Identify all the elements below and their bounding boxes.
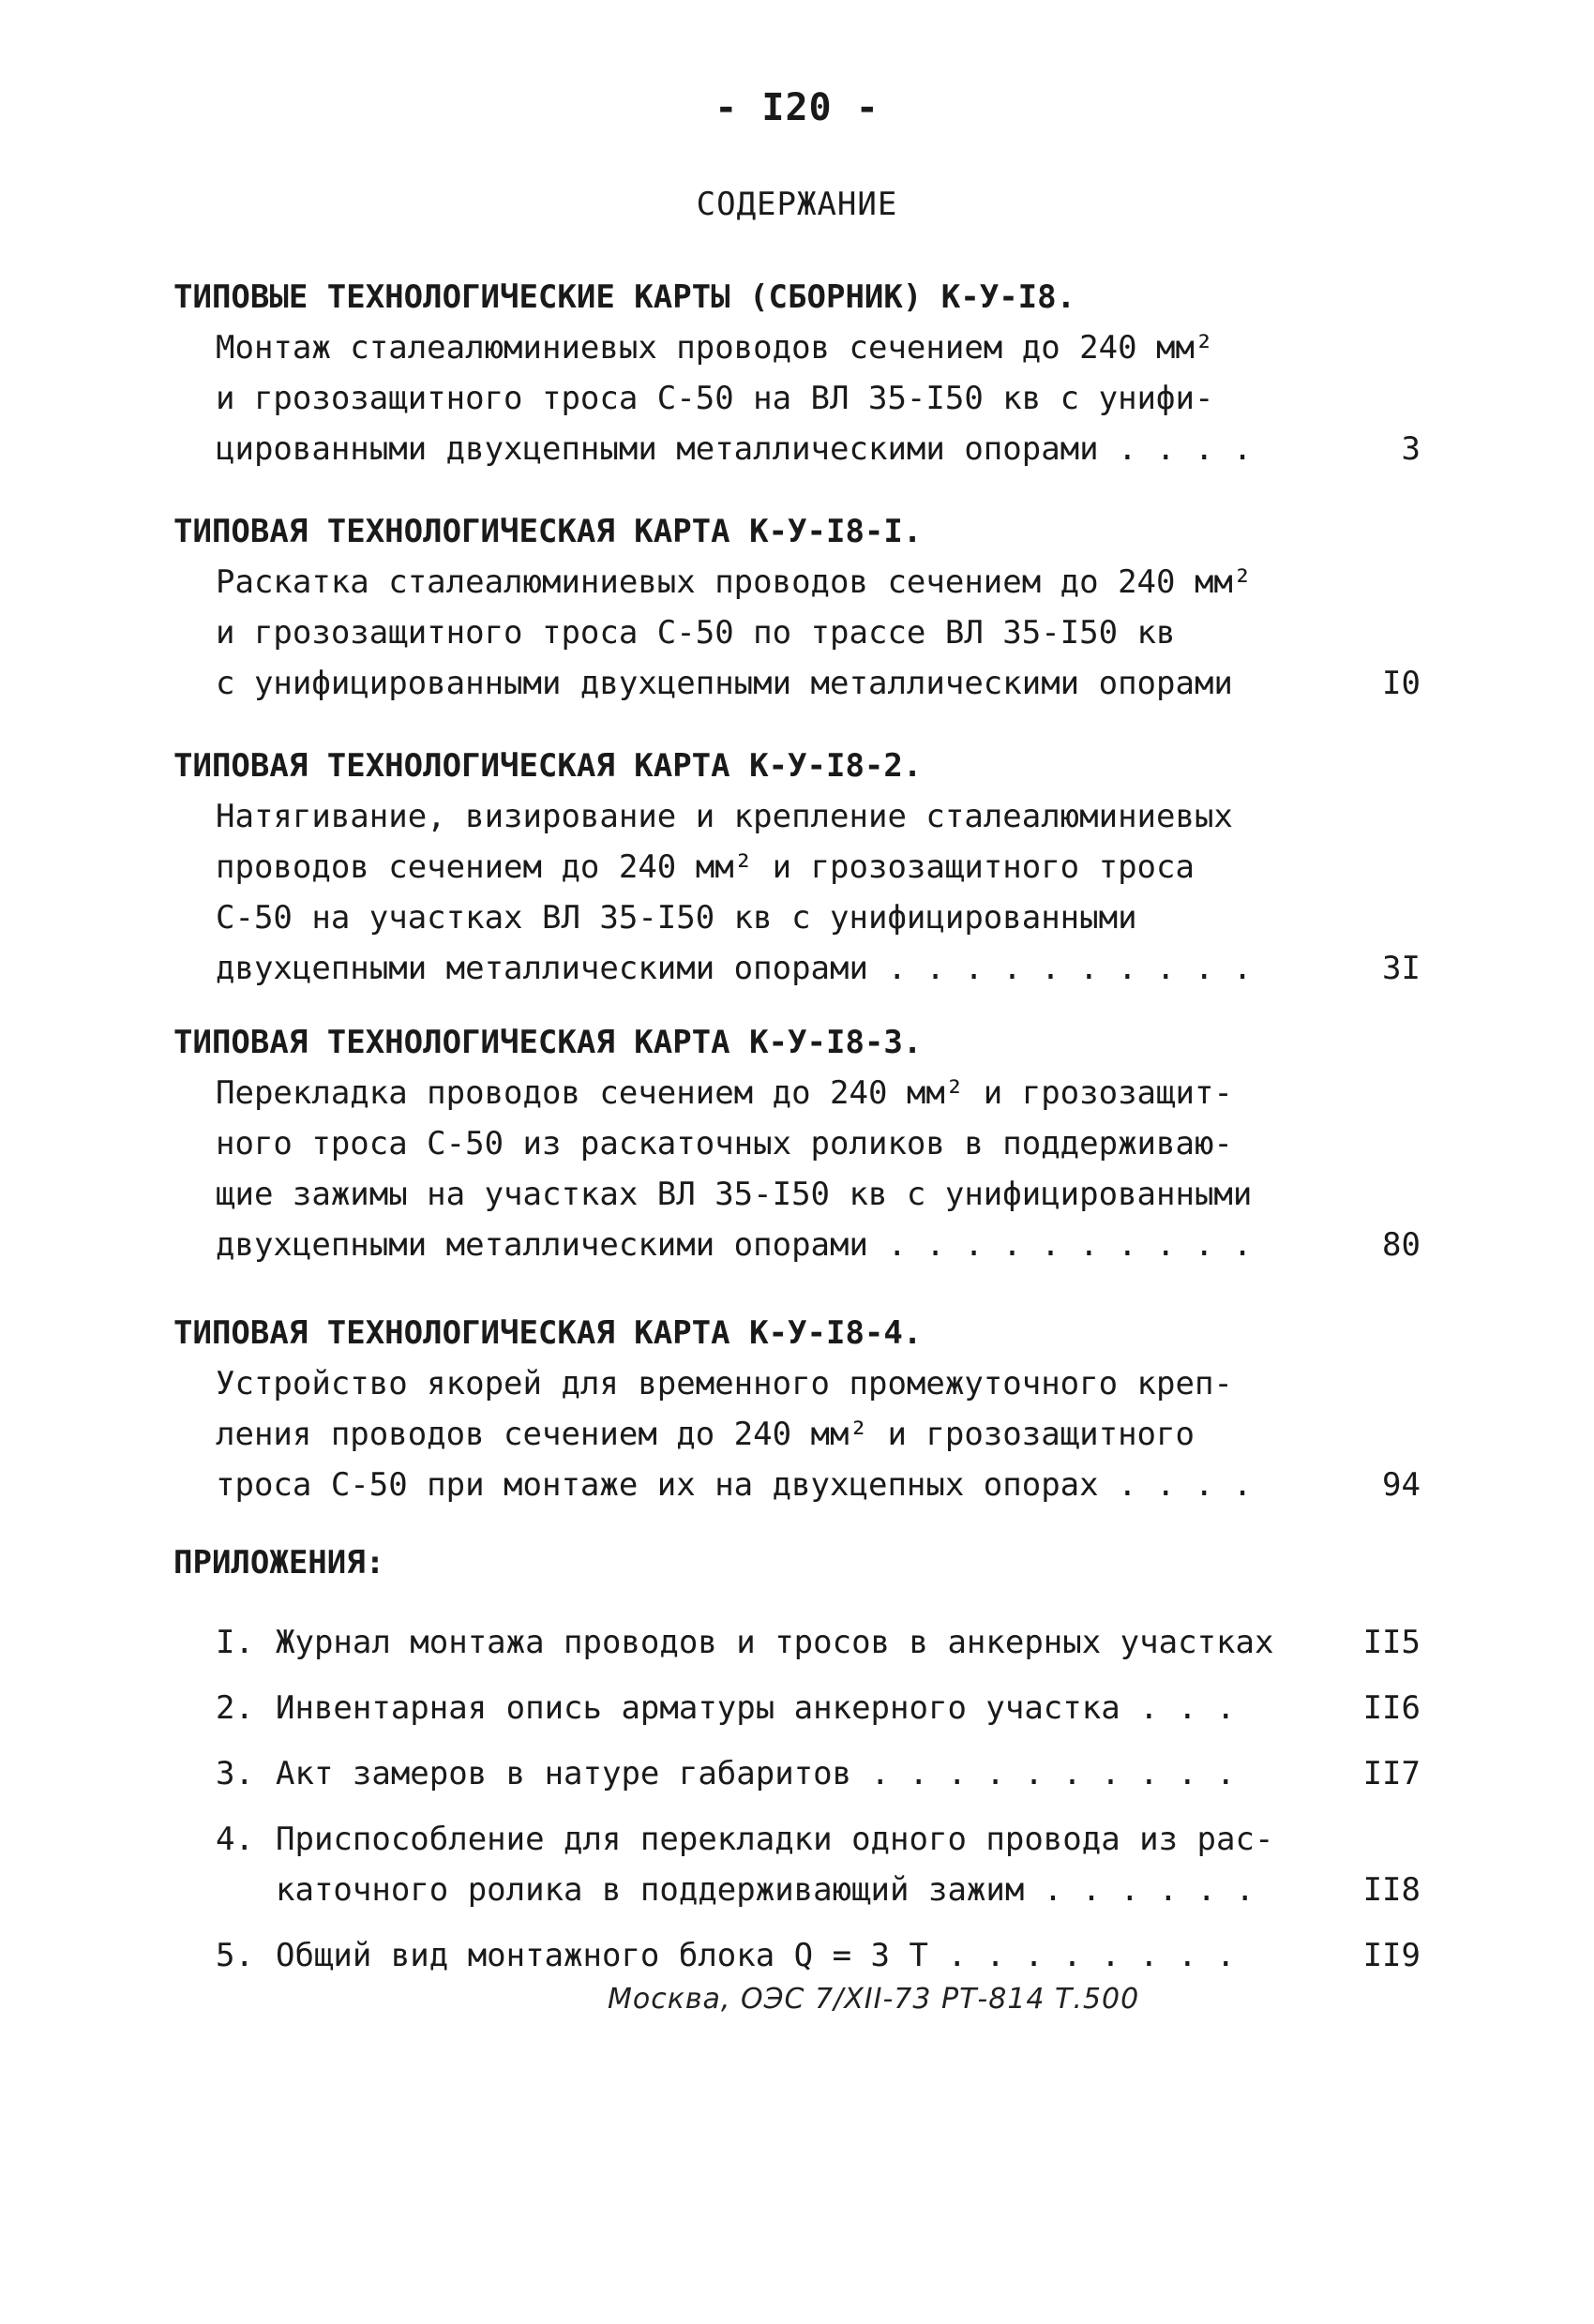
appendix-item-line: каточного ролика в поддерживающий зажим . . . . . . (276, 1871, 1255, 1909)
appendix-item-number: 5. (216, 1937, 254, 1974)
toc-entry-heading: ТИПОВАЯ ТЕХНОЛОГИЧЕСКАЯ КАРТА К-У-I8-4. (173, 1314, 923, 1352)
toc-entry-page: 3 (1401, 430, 1421, 468)
appendix-item (216, 1930, 1421, 1981)
toc-entry-line: щие зажимы на участках ВЛ 35-I50 кв с унифицированными (216, 1176, 1253, 1213)
toc-entry-line: проводов сечением до 240 мм² и грозозащитного троса (216, 848, 1195, 886)
toc-entry-line: и грозозащитного троса С-50 на ВЛ 35-I50 кв с унифи- (216, 380, 1214, 417)
appendix-item (216, 1814, 1421, 1915)
appendix-item-page: II7 (1362, 1755, 1421, 1792)
toc-entry-line: С-50 на участках ВЛ 35-I50 кв с унифицированными (216, 899, 1137, 937)
toc-entry-line: Устройство якорей для временного промежуточного креп- (216, 1365, 1233, 1402)
toc-entry (173, 272, 1421, 474)
toc-entry (173, 1308, 1421, 1510)
appendix-item-line: Журнал монтажа проводов и тросов в анкерных участках (276, 1624, 1274, 1661)
toc-entry-line: ного троса С-50 из раскаточных роликов в поддерживаю- (216, 1125, 1233, 1162)
toc-entry-line: троса С-50 при монтаже их на двухцепных опорах . . . . (216, 1466, 1253, 1504)
toc-entry-line: и грозозащитного троса С-50 по трассе ВЛ 35-I50 кв (216, 614, 1176, 652)
appendix-item-number: 2. (216, 1689, 254, 1727)
appendix-item-page: II8 (1362, 1871, 1421, 1909)
appendix-item-number: I. (216, 1624, 254, 1661)
toc-entry-heading: ТИПОВАЯ ТЕХНОЛОГИЧЕСКАЯ КАРТА К-У-I8-3. (173, 1024, 923, 1061)
appendix-item-line: Инвентарная опись арматуры анкерного участка . . . (276, 1689, 1236, 1727)
appendix-item (216, 1617, 1421, 1668)
toc-entry (173, 1017, 1421, 1270)
page-title: СОДЕРЖАНИЕ (696, 186, 898, 223)
toc-entry-line: Монтаж сталеалюминиевых проводов сечением до 240 мм² (216, 329, 1214, 367)
appendix-item-page: II5 (1362, 1624, 1421, 1661)
appendix-item (216, 1748, 1421, 1799)
toc-entry-page: 80 (1382, 1226, 1421, 1264)
toc-entry-page: I0 (1382, 665, 1421, 702)
appendix-item-line: Акт замеров в натуре габаритов . . . . . . . . . . (276, 1755, 1236, 1792)
toc-entry-page: 94 (1382, 1466, 1421, 1504)
toc-entry-line: двухцепными металлическими опорами . . . . . . . . . . (216, 950, 1253, 987)
page-number: - I20 - (714, 86, 880, 129)
appendix-item-number: 4. (216, 1821, 254, 1858)
appendix-heading: ПРИЛОЖЕНИЯ: (173, 1544, 385, 1582)
toc-entry-page: 3I (1382, 950, 1421, 987)
toc-entry (173, 741, 1421, 994)
toc-entry-line: Натягивание, визирование и крепление сталеалюминиевых (216, 798, 1233, 835)
appendix-item-page: II9 (1362, 1937, 1421, 1974)
toc-entry-heading: ТИПОВЫЕ ТЕХНОЛОГИЧЕСКИЕ КАРТЫ (СБОРНИК) К-У-I8. (173, 278, 1076, 316)
toc-entry-line: цированными двухцепными металлическими опорами . . . . (216, 430, 1253, 468)
toc-entry (173, 506, 1421, 709)
appendix-item-page: II6 (1362, 1689, 1421, 1727)
toc-entry-line: с унифицированными двухцепными металлическими опорами (216, 665, 1233, 702)
toc-entry-line: Перекладка проводов сечением до 240 мм² и грозозащит- (216, 1074, 1233, 1112)
toc-entry-heading: ТИПОВАЯ ТЕХНОЛОГИЧЕСКАЯ КАРТА К-У-I8-2. (173, 747, 923, 785)
toc-entry-heading: ТИПОВАЯ ТЕХНОЛОГИЧЕСКАЯ КАРТА К-У-I8-I. (173, 513, 923, 550)
toc-entry-line: Раскатка сталеалюминиевых проводов сечением до 240 мм² (216, 563, 1253, 601)
appendix-list (216, 1617, 1421, 1996)
toc-entry-line: ления проводов сечением до 240 мм² и грозозащитного (216, 1416, 1195, 1453)
appendix-item-line: Приспособление для перекладки одного провода из рас- (276, 1821, 1274, 1858)
appendix-item-number: 3. (216, 1755, 254, 1792)
appendix-item-line: Общий вид монтажного блока Q = 3 Т . . . . . . . . (276, 1937, 1236, 1974)
appendix-item (216, 1683, 1421, 1733)
print-footer: Москва, ОЭС 7/XII-73 РТ-814 Т.500 (608, 1983, 1140, 2016)
toc-entry-line: двухцепными металлическими опорами . . . . . . . . . . (216, 1226, 1253, 1264)
